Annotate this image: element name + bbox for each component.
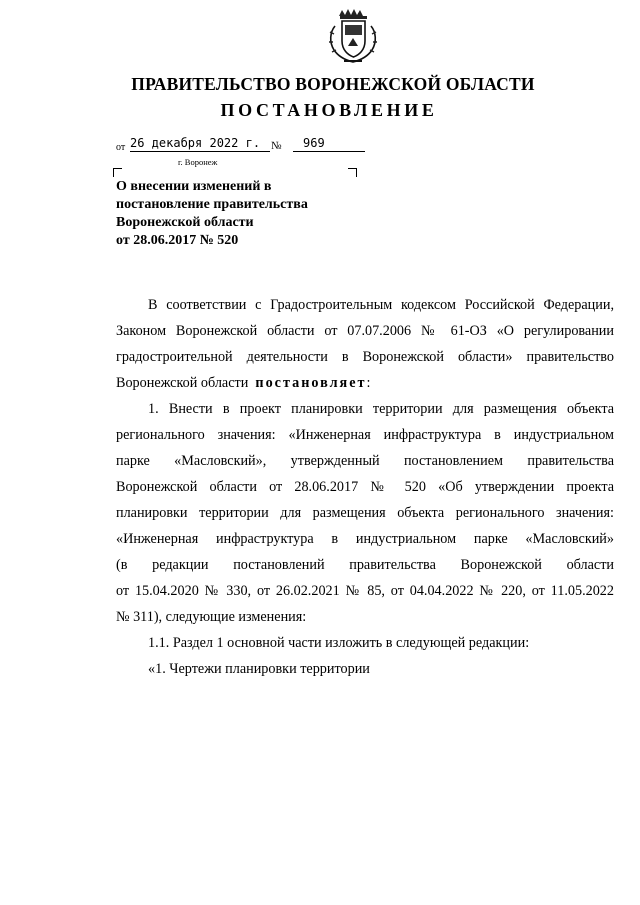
body-line: планировки территории для размещения объекта регионального значения: <box>116 505 614 521</box>
subject-line: от 28.06.2017 № 520 <box>116 233 239 248</box>
subject-line: О внесении изменений в <box>116 179 272 194</box>
body-line: от 15.04.2020 № 330, от 26.02.2021 № 85, от 04.04.2022 № 220, от 11.05.2022 <box>116 583 614 599</box>
body-line-resolution <box>116 370 614 396</box>
body-line: 1. Внести в проект планировки территории для размещения объекта <box>148 401 614 417</box>
subject-bracket-left <box>113 168 122 177</box>
body-line: регионального значения: «Инженерная инфраструктура в индустриальном <box>116 427 614 443</box>
body-line: «Инженерная инфраструктура в индустриальном парке «Масловский» <box>116 531 614 547</box>
body-line: «1. Чертежи планировки территории <box>148 661 370 677</box>
document-body <box>116 292 614 682</box>
coat-of-arms-emblem <box>326 6 380 66</box>
colon: : <box>366 375 371 391</box>
resolves-word: постановляет <box>255 375 367 391</box>
subject-line: постановление правительства <box>116 197 308 212</box>
body-line: парке «Масловский», утвержденный постановлением правительства <box>116 453 614 469</box>
body-line: 1.1. Раздел 1 основной части изложить в следующей редакции: <box>148 635 530 651</box>
subject-line: Воронежской области <box>116 215 254 230</box>
body-text: Воронежской области <box>116 375 249 391</box>
body-line: Законом Воронежской области от 07.07.2006 № 61-ОЗ «О регулировании <box>116 323 614 339</box>
date-prefix: от <box>116 142 126 153</box>
body-line: градостроительной деятельности в Воронежской области» правительство <box>116 349 614 365</box>
document-date: 26 декабря 2022 г. <box>130 136 270 152</box>
document-subject <box>116 178 336 250</box>
document-number: 969 <box>293 136 365 152</box>
subject-bracket-right <box>348 168 357 177</box>
date-number-line <box>116 136 376 156</box>
body-line: Воронежской области от 28.06.2017 № 520 «Об утверждении проекта <box>116 479 614 495</box>
document-type: ПОСТАНОВЛЕНИЕ <box>220 100 438 120</box>
city-label: г. Воронеж <box>178 157 218 167</box>
organization-title: ПРАВИТЕЛЬСТВО ВОРОНЕЖСКОЙ ОБЛАСТИ <box>131 74 535 94</box>
body-line: № 311), следующие изменения: <box>116 609 307 625</box>
body-line: (в редакции постановлений правительства Воронежской области <box>116 557 614 573</box>
number-label: № <box>271 140 282 152</box>
body-line: В соответствии с Градостроительным кодексом Российской Федерации, <box>148 297 614 313</box>
